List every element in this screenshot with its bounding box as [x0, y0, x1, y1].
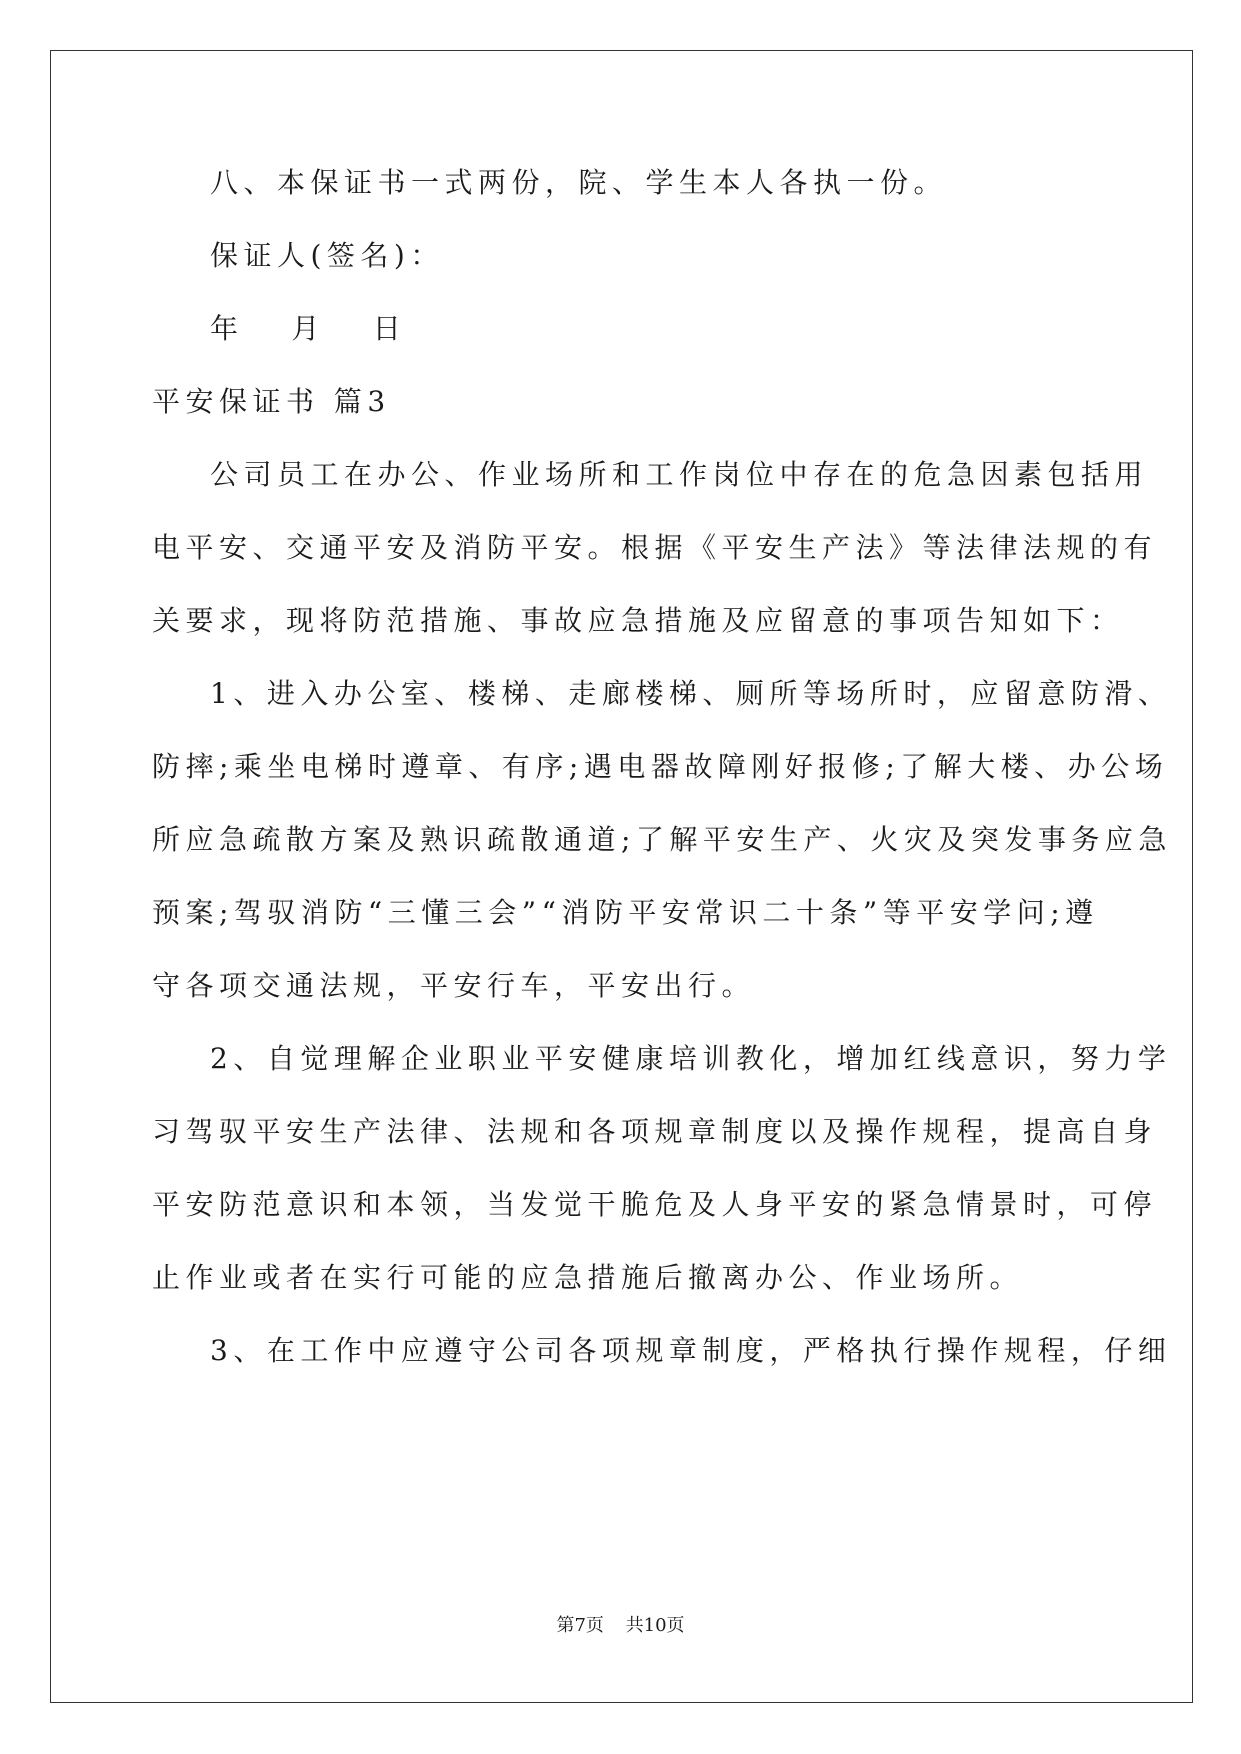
paragraph-line: 电平安、交通平安及消防平安。根据《平安生产法》等法律法规的有 — [152, 531, 1158, 564]
page-number-total: 共10页 — [625, 1615, 685, 1636]
paragraph-line: 守各项交通法规，平安行车，平安出行。 — [152, 969, 756, 1002]
paragraph-line: 平安防范意识和本领，当发觉干脆危及人身平安的紧急情景时，可停 — [152, 1188, 1158, 1221]
paragraph-line: 关要求，现将防范措施、事故应急措施及应留意的事项告知如下： — [152, 604, 1124, 637]
paragraph-line: 八、本保证书一式两份，院、学生本人各执一份。 — [210, 166, 948, 199]
page-border — [50, 50, 1193, 1703]
paragraph-line: 1、进入办公室、楼梯、走廊楼梯、厕所等场所时，应留意防滑、 — [210, 677, 1172, 710]
date-line: 年 月 日 — [210, 312, 407, 345]
paragraph-line: 所应急疏散方案及熟识疏散通道;了解平安生产、火灾及突发事务应急 — [152, 823, 1172, 856]
paragraph-line: 习驾驭平安生产法律、法规和各项规章制度以及操作规程，提高自身 — [152, 1115, 1158, 1148]
paragraph-line: 2、自觉理解企业职业平安健康培训教化，增加红线意识，努力学 — [210, 1042, 1172, 1075]
paragraph-line: 防摔;乘坐电梯时遵章、有序;遇电器故障刚好报修;了解大楼、办公场 — [152, 750, 1169, 783]
paragraph-line: 3、在工作中应遵守公司各项规章制度，严格执行操作规程，仔细 — [210, 1334, 1172, 1367]
paragraph-line: 止作业或者在实行可能的应急措施后撤离办公、作业场所。 — [152, 1261, 1024, 1294]
signature-line: 保证人(签名)： — [210, 239, 444, 272]
page-number-current: 第7页 — [556, 1615, 604, 1636]
paragraph-line: 预案;驾驭消防“三懂三会”“消防平安常识二十条”等平安学问;遵 — [152, 896, 1099, 929]
paragraph-line: 公司员工在办公、作业场所和工作岗位中存在的危急因素包括用 — [210, 458, 1149, 491]
page-footer — [0, 1611, 1241, 1637]
section-heading: 平安保证书 篇3 — [152, 385, 391, 418]
